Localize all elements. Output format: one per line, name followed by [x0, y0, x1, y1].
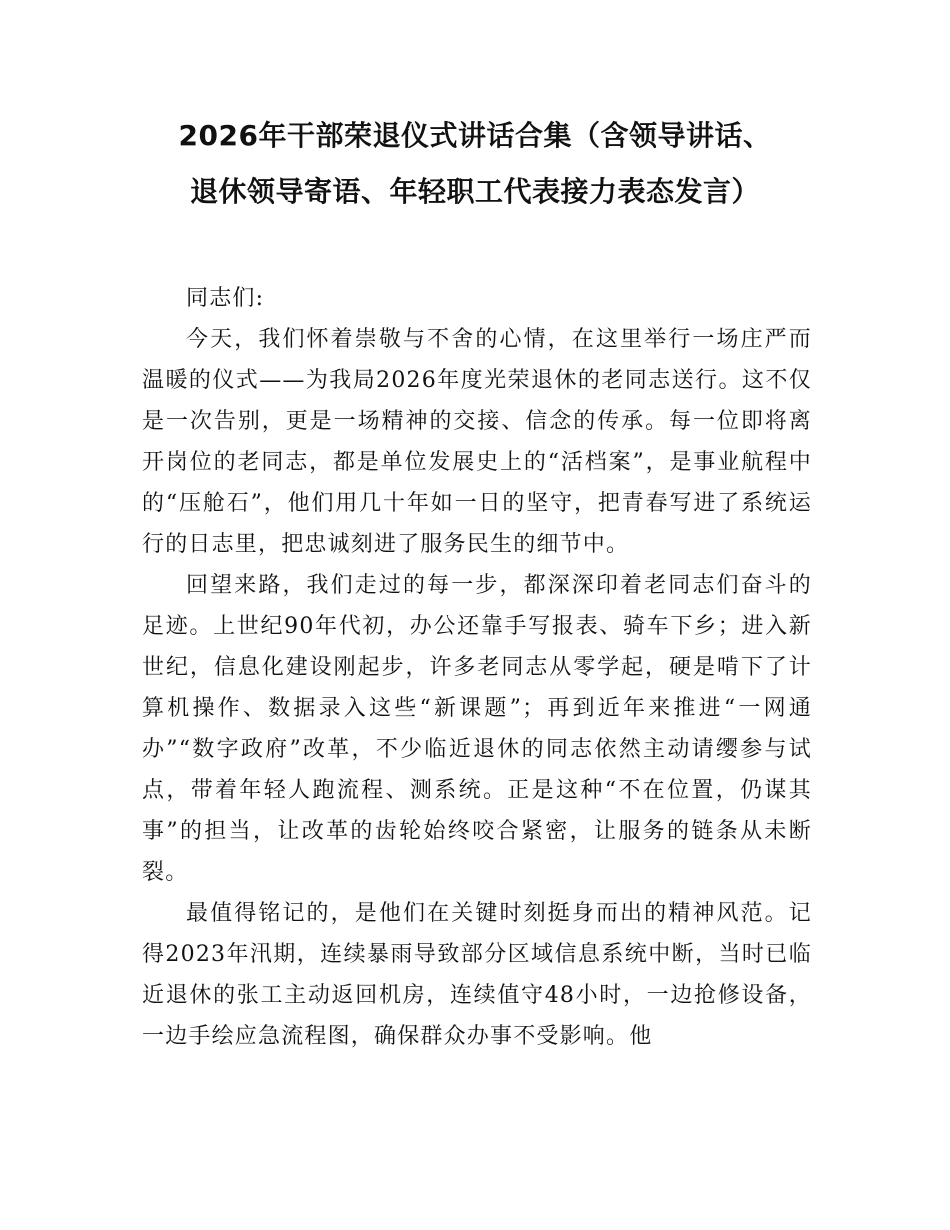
paragraph-3: 最值得铭记的，是他们在关键时刻挺身而出的精神风范。记得2023年汛期，连续暴雨导致部分区域信息系统中断，当时已临近退休的张工主动返回机房，连续值守48小时，一边抢修设备，一边手绘应急流程图，确保群众办事不受影响。他 — [142, 901, 812, 1049]
paragraph-2: 回望来路，我们走过的每一步，都深深印着老同志们奋斗的足迹。上世纪90年代初，办公还靠手写报表、骑车下乡；进入新世纪，信息化建设刚起步，许多老同志从零学起，硬是啃下了计算机操作、数据录入这些“新课题”；再到近年来推进“一网通办”“数字政府”改革，不少临近退休的同志依然主动请缨参与试点，带着年轻人跑流程、测系统。正是这种“不在位置，仍谋其事”的担当，让改革的齿轮始终咬合紧密，让服务的链条从未断裂。 — [142, 573, 812, 885]
paragraph-1: 今天，我们怀着崇敬与不舍的心情，在这里举行一场庄严而温暖的仪式——为我局2026年度光荣退休的老同志送行。这不仅是一次告别，更是一场精神的交接、信念的传承。每一位即将离开岗位的老同志，都是单位发展史上的“活档案”，是事业航程中的“压舱石”，他们用几十年如一日的坚守，把青春写进了系统运行的日志里，把忠诚刻进了服务民生的细节中。 — [142, 327, 812, 557]
document-body — [142, 278, 812, 1057]
document-title — [120, 108, 830, 220]
greeting: 同志们: — [186, 286, 265, 311]
title-line-1: 2026年干部荣退仪式讲话合集（含领导讲话、 — [178, 119, 772, 152]
title-line-2: 退休领导寄语、年轻职工代表接力表态发言） — [189, 175, 760, 208]
